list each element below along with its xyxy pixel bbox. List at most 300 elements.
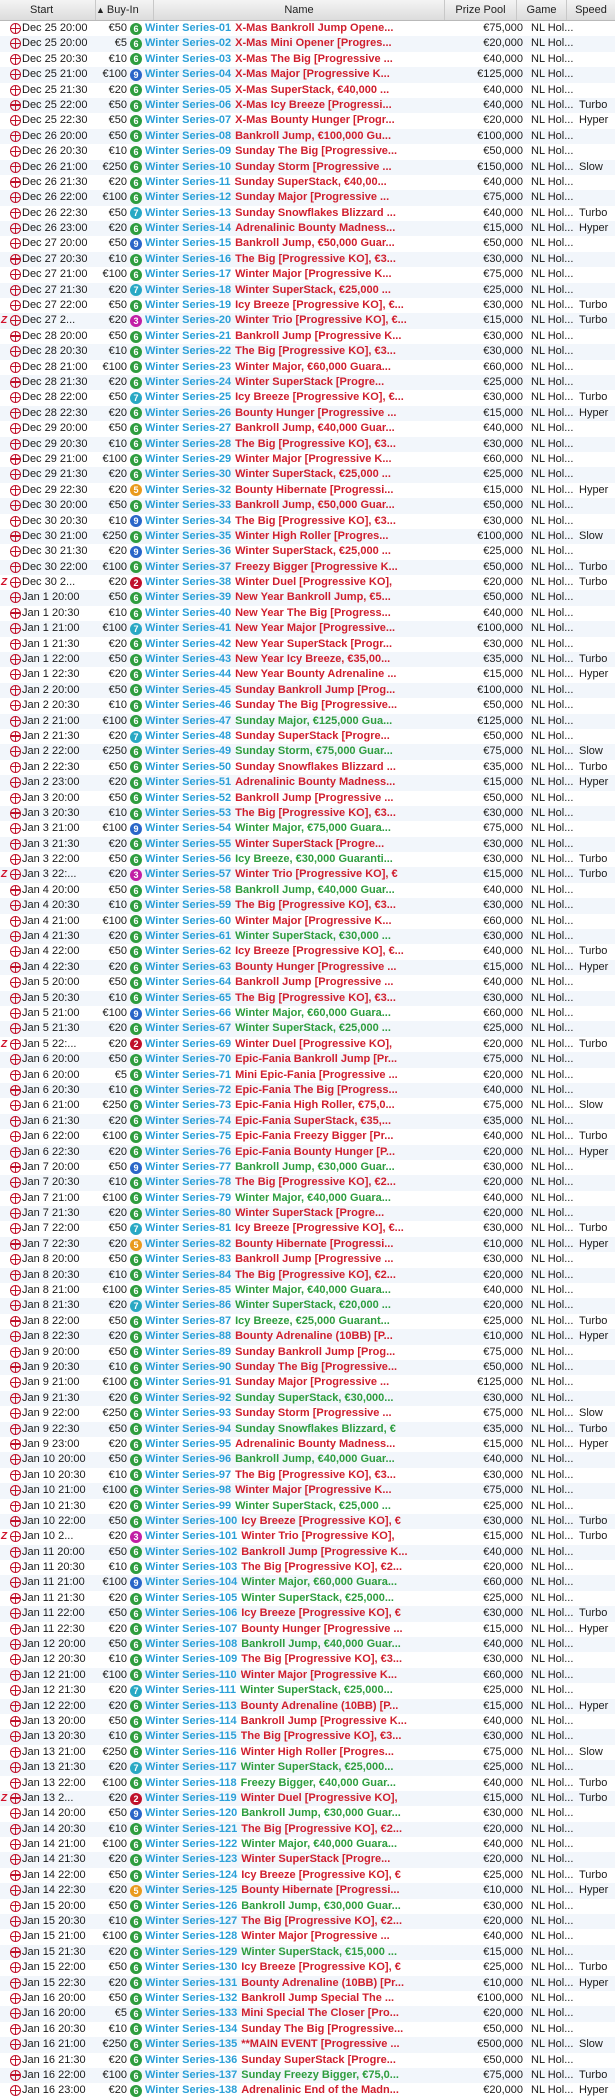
register-cell[interactable] bbox=[0, 1006, 22, 1021]
register-cell[interactable] bbox=[0, 329, 22, 344]
register-cell[interactable] bbox=[0, 1760, 22, 1775]
table-row[interactable] bbox=[0, 898, 615, 913]
table-row[interactable] bbox=[0, 313, 615, 328]
table-row[interactable] bbox=[0, 1683, 615, 1698]
table-row[interactable] bbox=[0, 560, 615, 575]
register-icon[interactable] bbox=[10, 146, 21, 157]
register-cell[interactable] bbox=[0, 1145, 22, 1160]
register-icon[interactable] bbox=[10, 562, 21, 573]
register-icon[interactable] bbox=[10, 423, 21, 434]
register-icon[interactable] bbox=[10, 592, 21, 603]
register-icon[interactable] bbox=[10, 1162, 21, 1173]
table-row[interactable] bbox=[0, 944, 615, 959]
register-cell[interactable] bbox=[0, 729, 22, 744]
table-row[interactable] bbox=[0, 221, 615, 236]
register-cell[interactable] bbox=[0, 1252, 22, 1267]
table-row[interactable] bbox=[0, 2006, 615, 2021]
register-cell[interactable] bbox=[0, 2037, 22, 2052]
table-row[interactable] bbox=[0, 914, 615, 929]
register-cell[interactable] bbox=[0, 1345, 22, 1360]
name-column-header[interactable]: Name bbox=[154, 0, 445, 20]
table-row[interactable] bbox=[0, 806, 615, 821]
register-cell[interactable] bbox=[0, 1052, 22, 1067]
register-cell[interactable] bbox=[0, 1298, 22, 1313]
register-cell[interactable] bbox=[0, 1452, 22, 1467]
register-cell[interactable] bbox=[0, 2022, 22, 2037]
register-cell[interactable] bbox=[0, 529, 22, 544]
register-cell[interactable] bbox=[0, 129, 22, 144]
register-cell[interactable] bbox=[0, 1622, 22, 1637]
register-cell[interactable] bbox=[0, 1437, 22, 1452]
register-cell[interactable] bbox=[0, 298, 22, 313]
register-cell[interactable] bbox=[0, 1545, 22, 1560]
register-icon[interactable] bbox=[10, 1624, 21, 1635]
table-row[interactable] bbox=[0, 1006, 615, 1021]
register-icon[interactable] bbox=[10, 546, 21, 557]
register-icon[interactable] bbox=[10, 392, 21, 403]
table-row[interactable] bbox=[0, 1437, 615, 1452]
table-row[interactable] bbox=[0, 1268, 615, 1283]
table-row[interactable] bbox=[0, 1622, 615, 1637]
register-icon[interactable] bbox=[10, 2039, 21, 2050]
table-row[interactable] bbox=[0, 590, 615, 605]
register-cell[interactable] bbox=[0, 637, 22, 652]
register-icon[interactable] bbox=[10, 916, 21, 927]
register-icon[interactable] bbox=[10, 377, 21, 388]
register-icon[interactable] bbox=[10, 777, 21, 788]
table-row[interactable] bbox=[0, 544, 615, 559]
register-icon[interactable] bbox=[10, 1300, 21, 1311]
table-row[interactable] bbox=[0, 52, 615, 67]
table-row[interactable] bbox=[0, 791, 615, 806]
register-icon[interactable] bbox=[10, 454, 21, 465]
table-row[interactable] bbox=[0, 113, 615, 128]
register-icon[interactable] bbox=[10, 1116, 21, 1127]
table-row[interactable] bbox=[0, 1899, 615, 1914]
table-row[interactable] bbox=[0, 160, 615, 175]
register-icon[interactable] bbox=[10, 977, 21, 988]
table-row[interactable] bbox=[0, 1837, 615, 1852]
register-cell[interactable] bbox=[0, 944, 22, 959]
register-icon[interactable] bbox=[10, 2008, 21, 2019]
table-row[interactable] bbox=[0, 1575, 615, 1590]
register-icon[interactable] bbox=[10, 1023, 21, 1034]
register-cell[interactable] bbox=[0, 1391, 22, 1406]
register-cell[interactable] bbox=[0, 806, 22, 821]
register-icon[interactable] bbox=[10, 608, 21, 619]
table-row[interactable] bbox=[0, 1652, 615, 1667]
register-icon[interactable] bbox=[10, 1993, 21, 2004]
table-row[interactable] bbox=[0, 1345, 615, 1360]
register-icon[interactable] bbox=[10, 1947, 21, 1958]
register-cell[interactable] bbox=[0, 1083, 22, 1098]
register-icon[interactable] bbox=[10, 115, 21, 126]
register-cell[interactable] bbox=[0, 914, 22, 929]
table-row[interactable] bbox=[0, 1606, 615, 1621]
table-row[interactable] bbox=[0, 1252, 615, 1267]
register-cell[interactable] bbox=[0, 867, 22, 882]
table-row[interactable] bbox=[0, 406, 615, 421]
table-row[interactable] bbox=[0, 1791, 615, 1806]
start-column-header[interactable]: Start bbox=[0, 0, 96, 20]
register-cell[interactable] bbox=[0, 160, 22, 175]
table-row[interactable] bbox=[0, 483, 615, 498]
register-icon[interactable] bbox=[10, 2024, 21, 2035]
table-row[interactable] bbox=[0, 1822, 615, 1837]
register-cell[interactable] bbox=[0, 1129, 22, 1144]
register-cell[interactable] bbox=[0, 2053, 22, 2068]
table-row[interactable] bbox=[0, 1360, 615, 1375]
register-icon[interactable] bbox=[10, 854, 21, 865]
register-icon[interactable] bbox=[10, 85, 21, 96]
register-icon[interactable] bbox=[10, 1685, 21, 1696]
register-icon[interactable] bbox=[10, 1654, 21, 1665]
register-icon[interactable] bbox=[10, 1454, 21, 1465]
register-icon[interactable] bbox=[10, 23, 21, 34]
register-icon[interactable] bbox=[10, 1039, 21, 1050]
table-row[interactable] bbox=[0, 1929, 615, 1944]
table-row[interactable] bbox=[0, 883, 615, 898]
register-cell[interactable] bbox=[0, 1791, 22, 1806]
register-cell[interactable] bbox=[0, 821, 22, 836]
register-icon[interactable] bbox=[10, 1516, 21, 1527]
register-cell[interactable] bbox=[0, 1668, 22, 1683]
table-row[interactable] bbox=[0, 2083, 615, 2098]
register-cell[interactable] bbox=[0, 1514, 22, 1529]
table-row[interactable] bbox=[0, 1760, 615, 1775]
table-row[interactable] bbox=[0, 1776, 615, 1791]
register-icon[interactable] bbox=[10, 993, 21, 1004]
register-cell[interactable] bbox=[0, 175, 22, 190]
table-row[interactable] bbox=[0, 775, 615, 790]
table-row[interactable] bbox=[0, 1699, 615, 1714]
table-row[interactable] bbox=[0, 1021, 615, 1036]
register-icon[interactable] bbox=[10, 762, 21, 773]
table-row[interactable] bbox=[0, 1960, 615, 1975]
register-icon[interactable] bbox=[10, 1885, 21, 1896]
register-icon[interactable] bbox=[10, 685, 21, 696]
register-icon[interactable] bbox=[10, 1562, 21, 1573]
register-icon[interactable] bbox=[10, 2085, 21, 2096]
register-icon[interactable] bbox=[10, 793, 21, 804]
register-cell[interactable] bbox=[0, 714, 22, 729]
register-icon[interactable] bbox=[10, 500, 21, 511]
register-cell[interactable] bbox=[0, 267, 22, 282]
register-cell[interactable] bbox=[0, 1114, 22, 1129]
register-icon[interactable] bbox=[10, 1593, 21, 1604]
register-cell[interactable] bbox=[0, 113, 22, 128]
register-icon[interactable] bbox=[10, 1762, 21, 1773]
register-icon[interactable] bbox=[10, 1347, 21, 1358]
register-icon[interactable] bbox=[10, 669, 21, 680]
register-cell[interactable] bbox=[0, 1652, 22, 1667]
table-row[interactable] bbox=[0, 421, 615, 436]
register-cell[interactable] bbox=[0, 606, 22, 621]
table-row[interactable] bbox=[0, 1391, 615, 1406]
register-cell[interactable] bbox=[0, 344, 22, 359]
register-icon[interactable] bbox=[10, 238, 21, 249]
register-icon[interactable] bbox=[10, 1408, 21, 1419]
table-row[interactable] bbox=[0, 1375, 615, 1390]
register-cell[interactable] bbox=[0, 483, 22, 498]
register-icon[interactable] bbox=[10, 731, 21, 742]
register-icon[interactable] bbox=[10, 2070, 21, 2081]
register-icon[interactable] bbox=[10, 1239, 21, 1250]
register-icon[interactable] bbox=[10, 1393, 21, 1404]
table-row[interactable] bbox=[0, 960, 615, 975]
register-cell[interactable] bbox=[0, 1899, 22, 1914]
table-row[interactable] bbox=[0, 837, 615, 852]
register-icon[interactable] bbox=[10, 2055, 21, 2066]
table-row[interactable] bbox=[0, 1529, 615, 1544]
register-icon[interactable] bbox=[10, 1747, 21, 1758]
register-icon[interactable] bbox=[10, 162, 21, 173]
register-cell[interactable] bbox=[0, 1852, 22, 1867]
buyin-column-header[interactable] bbox=[96, 0, 154, 20]
register-icon[interactable] bbox=[10, 192, 21, 203]
register-cell[interactable] bbox=[0, 2083, 22, 2098]
register-cell[interactable] bbox=[0, 1591, 22, 1606]
table-row[interactable] bbox=[0, 1422, 615, 1437]
register-icon[interactable] bbox=[10, 285, 21, 296]
register-cell[interactable] bbox=[0, 1729, 22, 1744]
register-cell[interactable] bbox=[0, 1098, 22, 1113]
table-row[interactable] bbox=[0, 467, 615, 482]
table-row[interactable] bbox=[0, 1406, 615, 1421]
register-cell[interactable] bbox=[0, 83, 22, 98]
table-row[interactable] bbox=[0, 1452, 615, 1467]
register-icon[interactable] bbox=[10, 1731, 21, 1742]
register-icon[interactable] bbox=[10, 1901, 21, 1912]
register-cell[interactable] bbox=[0, 1699, 22, 1714]
table-row[interactable] bbox=[0, 1806, 615, 1821]
register-icon[interactable] bbox=[10, 315, 21, 326]
register-icon[interactable] bbox=[10, 531, 21, 542]
register-cell[interactable] bbox=[0, 1960, 22, 1975]
register-cell[interactable] bbox=[0, 1776, 22, 1791]
register-cell[interactable] bbox=[0, 1021, 22, 1036]
table-row[interactable] bbox=[0, 1991, 615, 2006]
register-cell[interactable] bbox=[0, 375, 22, 390]
table-row[interactable] bbox=[0, 1298, 615, 1313]
table-row[interactable] bbox=[0, 1852, 615, 1867]
table-row[interactable] bbox=[0, 637, 615, 652]
register-cell[interactable] bbox=[0, 2006, 22, 2021]
table-row[interactable] bbox=[0, 1745, 615, 1760]
register-cell[interactable] bbox=[0, 837, 22, 852]
register-cell[interactable] bbox=[0, 1745, 22, 1760]
register-icon[interactable] bbox=[10, 1377, 21, 1388]
table-row[interactable] bbox=[0, 621, 615, 636]
table-row[interactable] bbox=[0, 1221, 615, 1236]
table-row[interactable] bbox=[0, 698, 615, 713]
register-icon[interactable] bbox=[10, 808, 21, 819]
table-row[interactable] bbox=[0, 190, 615, 205]
register-cell[interactable] bbox=[0, 144, 22, 159]
table-row[interactable] bbox=[0, 852, 615, 867]
register-icon[interactable] bbox=[10, 746, 21, 757]
register-icon[interactable] bbox=[10, 1100, 21, 1111]
register-icon[interactable] bbox=[10, 1577, 21, 1588]
register-icon[interactable] bbox=[10, 1439, 21, 1450]
register-cell[interactable] bbox=[0, 252, 22, 267]
table-row[interactable] bbox=[0, 683, 615, 698]
register-icon[interactable] bbox=[10, 639, 21, 650]
table-row[interactable] bbox=[0, 344, 615, 359]
register-cell[interactable] bbox=[0, 621, 22, 636]
register-cell[interactable] bbox=[0, 760, 22, 775]
register-icon[interactable] bbox=[10, 1978, 21, 1989]
register-icon[interactable] bbox=[10, 1285, 21, 1296]
register-cell[interactable] bbox=[0, 313, 22, 328]
register-icon[interactable] bbox=[10, 1254, 21, 1265]
register-cell[interactable] bbox=[0, 452, 22, 467]
register-cell[interactable] bbox=[0, 1499, 22, 1514]
register-cell[interactable] bbox=[0, 283, 22, 298]
table-row[interactable] bbox=[0, 2053, 615, 2068]
register-icon[interactable] bbox=[10, 1639, 21, 1650]
table-row[interactable] bbox=[0, 1483, 615, 1498]
register-cell[interactable] bbox=[0, 1683, 22, 1698]
register-cell[interactable] bbox=[0, 21, 22, 36]
table-row[interactable] bbox=[0, 714, 615, 729]
register-icon[interactable] bbox=[10, 1485, 21, 1496]
register-icon[interactable] bbox=[10, 1854, 21, 1865]
register-icon[interactable] bbox=[10, 408, 21, 419]
table-row[interactable] bbox=[0, 667, 615, 682]
table-row[interactable] bbox=[0, 36, 615, 51]
register-cell[interactable] bbox=[0, 1883, 22, 1898]
register-cell[interactable] bbox=[0, 775, 22, 790]
register-icon[interactable] bbox=[10, 946, 21, 957]
register-cell[interactable] bbox=[0, 1529, 22, 1544]
register-icon[interactable] bbox=[10, 1916, 21, 1927]
table-row[interactable] bbox=[0, 498, 615, 513]
register-cell[interactable] bbox=[0, 1160, 22, 1175]
table-row[interactable] bbox=[0, 1052, 615, 1067]
table-row[interactable] bbox=[0, 283, 615, 298]
table-row[interactable] bbox=[0, 252, 615, 267]
register-cell[interactable] bbox=[0, 514, 22, 529]
table-row[interactable] bbox=[0, 1545, 615, 1560]
table-row[interactable] bbox=[0, 729, 615, 744]
register-cell[interactable] bbox=[0, 98, 22, 113]
register-icon[interactable] bbox=[10, 1716, 21, 1727]
table-row[interactable] bbox=[0, 206, 615, 221]
table-row[interactable] bbox=[0, 1883, 615, 1898]
register-icon[interactable] bbox=[10, 1270, 21, 1281]
register-cell[interactable] bbox=[0, 1283, 22, 1298]
table-row[interactable] bbox=[0, 514, 615, 529]
table-row[interactable] bbox=[0, 1237, 615, 1252]
register-icon[interactable] bbox=[10, 1793, 21, 1804]
register-cell[interactable] bbox=[0, 1868, 22, 1883]
register-cell[interactable] bbox=[0, 1375, 22, 1390]
table-row[interactable] bbox=[0, 2022, 615, 2037]
register-icon[interactable] bbox=[10, 131, 21, 142]
table-row[interactable] bbox=[0, 2068, 615, 2083]
register-icon[interactable] bbox=[10, 54, 21, 65]
table-row[interactable] bbox=[0, 867, 615, 882]
register-cell[interactable] bbox=[0, 1991, 22, 2006]
table-row[interactable] bbox=[0, 1976, 615, 1991]
register-cell[interactable] bbox=[0, 744, 22, 759]
register-icon[interactable] bbox=[10, 1701, 21, 1712]
table-row[interactable] bbox=[0, 2037, 615, 2052]
table-row[interactable] bbox=[0, 1098, 615, 1113]
register-cell[interactable] bbox=[0, 2068, 22, 2083]
table-row[interactable] bbox=[0, 1145, 615, 1160]
register-icon[interactable] bbox=[10, 485, 21, 496]
register-icon[interactable] bbox=[10, 1362, 21, 1373]
table-row[interactable] bbox=[0, 329, 615, 344]
table-row[interactable] bbox=[0, 129, 615, 144]
table-row[interactable] bbox=[0, 1068, 615, 1083]
table-row[interactable] bbox=[0, 175, 615, 190]
register-icon[interactable] bbox=[10, 1531, 21, 1542]
register-icon[interactable] bbox=[10, 900, 21, 911]
register-icon[interactable] bbox=[10, 931, 21, 942]
register-icon[interactable] bbox=[10, 1962, 21, 1973]
register-cell[interactable] bbox=[0, 1191, 22, 1206]
register-icon[interactable] bbox=[10, 208, 21, 219]
register-icon[interactable] bbox=[10, 269, 21, 280]
table-row[interactable] bbox=[0, 1868, 615, 1883]
register-icon[interactable] bbox=[10, 1931, 21, 1942]
register-cell[interactable] bbox=[0, 898, 22, 913]
register-cell[interactable] bbox=[0, 852, 22, 867]
register-icon[interactable] bbox=[10, 577, 21, 588]
register-cell[interactable] bbox=[0, 1483, 22, 1498]
register-cell[interactable] bbox=[0, 1068, 22, 1083]
register-icon[interactable] bbox=[10, 469, 21, 480]
table-row[interactable] bbox=[0, 267, 615, 282]
table-row[interactable] bbox=[0, 1514, 615, 1529]
register-cell[interactable] bbox=[0, 1422, 22, 1437]
table-row[interactable] bbox=[0, 83, 615, 98]
register-cell[interactable] bbox=[0, 1406, 22, 1421]
table-row[interactable] bbox=[0, 144, 615, 159]
register-cell[interactable] bbox=[0, 590, 22, 605]
register-cell[interactable] bbox=[0, 467, 22, 482]
table-row[interactable] bbox=[0, 375, 615, 390]
register-icon[interactable] bbox=[10, 823, 21, 834]
register-cell[interactable] bbox=[0, 560, 22, 575]
register-icon[interactable] bbox=[10, 177, 21, 188]
register-icon[interactable] bbox=[10, 962, 21, 973]
register-cell[interactable] bbox=[0, 1360, 22, 1375]
table-row[interactable] bbox=[0, 575, 615, 590]
table-row[interactable] bbox=[0, 1283, 615, 1298]
register-cell[interactable] bbox=[0, 1914, 22, 1929]
register-cell[interactable] bbox=[0, 1237, 22, 1252]
register-cell[interactable] bbox=[0, 1837, 22, 1852]
game-column-header[interactable]: Game bbox=[517, 0, 567, 20]
register-cell[interactable] bbox=[0, 791, 22, 806]
register-icon[interactable] bbox=[10, 1193, 21, 1204]
register-icon[interactable] bbox=[10, 1670, 21, 1681]
table-row[interactable] bbox=[0, 1945, 615, 1960]
register-icon[interactable] bbox=[10, 1547, 21, 1558]
register-icon[interactable] bbox=[10, 38, 21, 49]
register-cell[interactable] bbox=[0, 1221, 22, 1236]
register-cell[interactable] bbox=[0, 421, 22, 436]
table-row[interactable] bbox=[0, 298, 615, 313]
table-row[interactable] bbox=[0, 529, 615, 544]
table-row[interactable] bbox=[0, 1714, 615, 1729]
table-row[interactable] bbox=[0, 652, 615, 667]
register-cell[interactable] bbox=[0, 498, 22, 513]
